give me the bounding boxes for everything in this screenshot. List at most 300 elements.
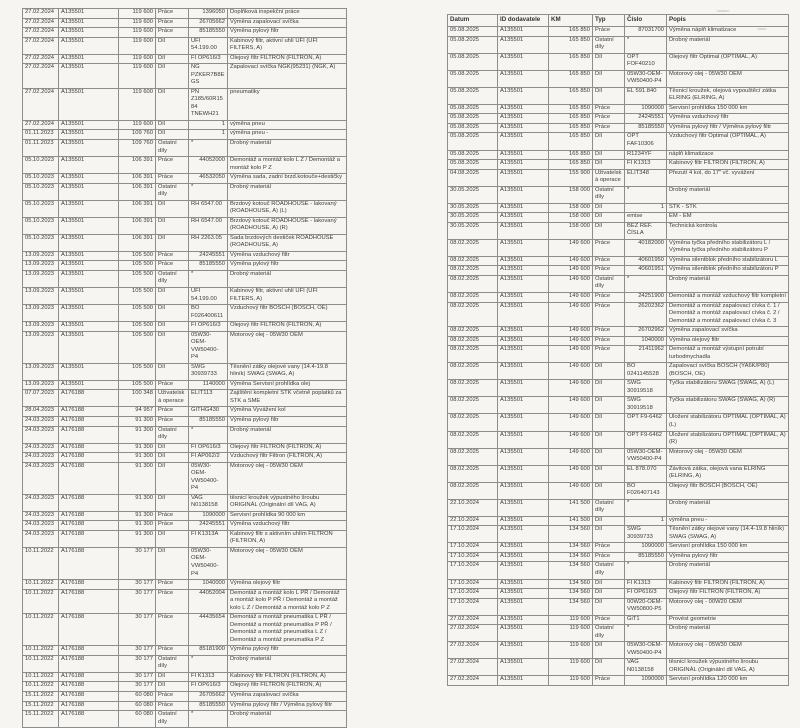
cell-datum: 05.08.2025 <box>448 150 498 160</box>
cell-popis: Kabinový filtr, aktivní uhlí UFI (UFI FILTERS, A) <box>228 288 347 305</box>
cell-typ: Práce <box>156 511 189 521</box>
cell-datum: 27.02.2024 <box>23 88 59 120</box>
cell-popis: Doplňková inspekční práce <box>228 9 347 19</box>
cell-cislo: OPT F9-6462 <box>625 431 667 448</box>
table-row <box>448 346 789 363</box>
table-row <box>448 104 789 114</box>
cell-datum: 08.02.2025 <box>448 275 498 292</box>
cell-typ: Ostatní díly <box>593 186 625 203</box>
table-row <box>23 363 347 380</box>
cell-cislo: 85181900 <box>189 646 228 656</box>
table-row <box>23 462 347 494</box>
cell-datum: 08.02.2025 <box>448 363 498 380</box>
cell-km: 165 850 <box>549 160 593 170</box>
cell-cislo: FI OP616/3 <box>189 54 228 64</box>
cell-datum: 24.03.2023 <box>23 416 59 426</box>
cell-cislo: RH 6547.00 <box>189 217 228 234</box>
cell-id-dodavatele: A135501 <box>498 222 549 239</box>
cell-id-dodavatele: A135501 <box>498 448 549 465</box>
cell-datum: 27.02.2024 <box>23 28 59 38</box>
cell-popis: Demontáž a montáž pneumatika L PŘ / Demontáž a montáž pneumatika P PŘ / Demontáž a montáž pneumatika L Z / Demontáž a montáž pneumatika P Z <box>228 614 347 646</box>
cell-datum: 10.11.2022 <box>23 672 59 682</box>
cell-id-dodavatele: A135501 <box>498 346 549 363</box>
cell-id-dodavatele: A135501 <box>498 552 549 562</box>
cell-datum: 27.02.2024 <box>23 120 59 130</box>
cell-typ: Uživatelská operace <box>156 390 189 407</box>
cell-popis: EM - EM <box>667 213 789 223</box>
table-row <box>23 54 347 64</box>
cell-typ: Ostatní díly <box>156 270 189 287</box>
cell-id-dodavatele: A135501 <box>59 270 119 287</box>
cell-km: 91 300 <box>119 426 156 443</box>
cell-km: 149 600 <box>549 293 593 303</box>
table-row <box>23 547 347 579</box>
cell-popis: Těsnění zátky olejové vany (14.4-19.8 hliník) SWAG (SWAG, A) <box>228 363 347 380</box>
cell-datum: 30.05.2025 <box>448 222 498 239</box>
cell-datum: 10.11.2022 <box>23 646 59 656</box>
cell-popis: Výměna vzduchový filtr <box>228 521 347 531</box>
service-history-page-1 <box>447 14 788 686</box>
cell-datum: 08.02.2025 <box>448 266 498 276</box>
cell-km: 165 850 <box>549 27 593 37</box>
cell-id-dodavatele: A176188 <box>59 614 119 646</box>
cell-typ: Díl <box>156 200 189 217</box>
cell-datum: 27.02.2024 <box>23 37 59 54</box>
cell-id-dodavatele: A176188 <box>59 494 119 511</box>
cell-cislo: 24245551 <box>189 521 228 531</box>
cell-km: 106 391 <box>119 217 156 234</box>
cell-datum: 05.08.2025 <box>448 36 498 53</box>
cell-popis: Drobný materiál <box>228 655 347 672</box>
cell-cislo: 85185550 <box>189 28 228 38</box>
table-row <box>448 448 789 465</box>
cell-datum: 08.02.2025 <box>448 302 498 327</box>
table-row <box>448 275 789 292</box>
cell-typ: Díl <box>593 516 625 526</box>
table-row <box>448 562 789 579</box>
cell-id-dodavatele: A135501 <box>59 139 119 156</box>
cell-popis: Technická kontrola <box>667 222 789 239</box>
cell-typ: Práce <box>593 302 625 327</box>
cell-cislo: OPT FAF10306 <box>625 133 667 150</box>
cell-datum: 10.11.2022 <box>23 580 59 590</box>
cell-id-dodavatele: A135501 <box>498 615 549 625</box>
cell-datum: 15.11.2022 <box>23 691 59 701</box>
cell-popis: Kabinový filtr, aktivní uhlí UFI (UFI FILTERS, A) <box>228 37 347 54</box>
cell-cislo: GITHG430 <box>189 407 228 417</box>
cell-id-dodavatele: A135501 <box>498 659 549 676</box>
cell-id-dodavatele: A135501 <box>498 266 549 276</box>
cell-id-dodavatele: A135501 <box>59 54 119 64</box>
cell-popis: výměna pneu - <box>228 130 347 140</box>
cell-km: 119 600 <box>119 28 156 38</box>
table-row <box>23 530 347 547</box>
cell-km: 106 391 <box>119 157 156 174</box>
table-row <box>23 521 347 531</box>
table-row <box>23 200 347 217</box>
cell-id-dodavatele: A135501 <box>498 589 549 599</box>
cell-typ: Díl <box>156 672 189 682</box>
cell-popis: Zapalovací svíčka BOSCH (YA6K/P80) (BOSCH, OE) <box>667 363 789 380</box>
cell-popis: Olejový filtr FILTRON (FILTRON, A) <box>228 443 347 453</box>
table-row <box>23 701 347 711</box>
cell-typ: Díl <box>593 589 625 599</box>
cell-km: 149 600 <box>549 346 593 363</box>
cell-datum: 27.02.2024 <box>448 659 498 676</box>
cell-id-dodavatele: A135501 <box>59 64 119 89</box>
cell-km: 149 600 <box>549 397 593 414</box>
cell-popis: Vzduchový filtr Optimal (OPTIMAL, A) <box>667 133 789 150</box>
cell-typ: Práce <box>156 9 189 19</box>
cell-typ: Díl <box>593 579 625 589</box>
cell-popis: těsnicí kroužek výpustného šroubu ORIGINÁL (Originální díl VAG, A) <box>228 494 347 511</box>
cell-typ: Díl <box>156 331 189 363</box>
cell-cislo: 1 <box>189 130 228 140</box>
cell-id-dodavatele: A135501 <box>498 380 549 397</box>
cell-cislo: 87031700 <box>625 27 667 37</box>
cell-typ: Díl <box>156 453 189 463</box>
table-row <box>23 407 347 417</box>
cell-cislo: FI AP062/2 <box>189 453 228 463</box>
cell-km: 30 177 <box>119 646 156 656</box>
cell-id-dodavatele: A135501 <box>498 186 549 203</box>
cell-popis: Drobný materiál <box>228 139 347 156</box>
cell-km: 91 300 <box>119 494 156 511</box>
cell-km: 134 560 <box>549 598 593 615</box>
cell-popis: Demontáž a montáž zapalovací cívka č. 1 / Demontáž a montáž zapalovací cívka č. 2 / Demontáž a montáž zapalovací cívka č. 3 <box>667 302 789 327</box>
header-cislo: Číslo <box>625 15 667 27</box>
table-row <box>23 305 347 322</box>
cell-cislo: 85185550 <box>189 261 228 271</box>
table-row <box>448 133 789 150</box>
cell-typ: Díl <box>593 87 625 104</box>
cell-km: 149 600 <box>549 414 593 431</box>
cell-id-dodavatele: A135501 <box>59 200 119 217</box>
cell-km: 149 600 <box>549 448 593 465</box>
cell-typ: Práce <box>156 589 189 614</box>
cell-cislo: 26702962 <box>625 327 667 337</box>
cell-id-dodavatele: A176188 <box>59 462 119 494</box>
cell-popis: Výměna vzduchový filtr <box>228 251 347 261</box>
cell-popis: Vzduchový filtr BOSCH (BOSCH, OE) <box>228 305 347 322</box>
cell-typ: Díl <box>156 54 189 64</box>
cell-km: 100 348 <box>119 390 156 407</box>
cell-km: 119 600 <box>119 120 156 130</box>
cell-cislo: FI K1313 <box>625 579 667 589</box>
cell-cislo: 05W30-OEM-VW50400-P4 <box>625 70 667 87</box>
cell-datum: 08.02.2025 <box>448 327 498 337</box>
cell-cislo: FI K1313 <box>189 672 228 682</box>
cell-km: 149 600 <box>549 239 593 256</box>
table-row <box>23 511 347 521</box>
cell-km: 134 560 <box>549 552 593 562</box>
cell-datum: 13.09.2023 <box>23 305 59 322</box>
cell-typ: Ostatní díly <box>593 562 625 579</box>
cell-typ: Práce <box>156 646 189 656</box>
cell-popis: Drobný materiál <box>667 186 789 203</box>
table-row <box>448 27 789 37</box>
cell-id-dodavatele: A176188 <box>59 691 119 701</box>
table-row <box>448 543 789 553</box>
cell-typ: Práce <box>156 18 189 28</box>
cell-datum: 05.08.2025 <box>448 27 498 37</box>
cell-popis: Servisní prohlídka 90 000 km <box>228 511 347 521</box>
cell-popis: Výměna pylový filtr <box>228 261 347 271</box>
service-history-page-2 <box>22 8 346 728</box>
cell-id-dodavatele: A135501 <box>498 160 549 170</box>
cell-km: 60 080 <box>119 711 156 728</box>
cell-popis: Olejový filtr FILTRON (FILTRON, A) <box>228 322 347 332</box>
cell-datum: 24.03.2023 <box>23 443 59 453</box>
cell-datum: 10.11.2022 <box>23 614 59 646</box>
table-row <box>23 672 347 682</box>
cell-cislo: emise <box>625 213 667 223</box>
cell-popis: Kabinový filtr FILTRON (FILTRON, A) <box>667 579 789 589</box>
cell-typ: Ostatní díly <box>156 183 189 200</box>
cell-id-dodavatele: A176188 <box>59 511 119 521</box>
cell-id-dodavatele: A135501 <box>498 516 549 526</box>
cell-popis: Výměna sada, zadní brzd.kotouče+destičky <box>228 174 347 184</box>
cell-datum: 05.10.2023 <box>23 183 59 200</box>
cell-km: 91 300 <box>119 511 156 521</box>
cell-cislo: 1396050 <box>189 9 228 19</box>
table-row <box>448 482 789 499</box>
cell-km: 105 500 <box>119 331 156 363</box>
cell-datum: 17.10.2024 <box>448 543 498 553</box>
cell-popis: Uložení stabilizátoru OPTIMAL (OPTIMAL, A) (R) <box>667 431 789 448</box>
cell-km: 165 850 <box>549 87 593 104</box>
cell-cislo: OPT F9-6462 <box>625 414 667 431</box>
cell-km: 149 600 <box>549 336 593 346</box>
cell-datum: 08.02.2025 <box>448 431 498 448</box>
cell-cislo: * <box>189 270 228 287</box>
cell-typ: Díl <box>593 222 625 239</box>
cell-datum: 13.09.2023 <box>23 251 59 261</box>
table-row <box>23 174 347 184</box>
cell-datum: 08.02.2025 <box>448 397 498 414</box>
table-row <box>448 239 789 256</box>
cell-km: 30 177 <box>119 655 156 672</box>
cell-typ: Práce <box>593 256 625 266</box>
cell-cislo: FI OP616/3 <box>189 322 228 332</box>
cell-cislo: 1090000 <box>189 511 228 521</box>
cell-typ: Díl <box>156 494 189 511</box>
cell-km: 149 600 <box>549 482 593 499</box>
cell-cislo: BO 0241145528 <box>625 363 667 380</box>
cell-cislo: ELIT113 <box>189 390 228 407</box>
cell-typ: Práce <box>156 407 189 417</box>
cell-datum: 08.02.2025 <box>448 380 498 397</box>
cell-cislo: 46532050 <box>189 174 228 184</box>
cell-popis: Drobný materiál <box>667 625 789 642</box>
cell-datum: 05.08.2025 <box>448 133 498 150</box>
cell-cislo: 05W30-OEM-VW50400-P4 <box>189 547 228 579</box>
cell-cislo: GiT1 <box>625 615 667 625</box>
cell-datum: 13.09.2023 <box>23 270 59 287</box>
table-row <box>448 53 789 70</box>
cell-id-dodavatele: A135501 <box>498 598 549 615</box>
cell-km: 119 600 <box>549 625 593 642</box>
cell-cislo: 26705662 <box>189 691 228 701</box>
cell-cislo: 05W30-OEM-VW50400-P4 <box>625 642 667 659</box>
table-row <box>448 363 789 380</box>
cell-datum: 05.10.2023 <box>23 157 59 174</box>
header-km: KM <box>549 15 593 27</box>
cell-popis: Drobný materiál <box>667 562 789 579</box>
cell-popis: Výměna tyčka předního stabilizátoru L / Výměna tyčka předního stabilizátoru P <box>667 239 789 256</box>
cell-cislo: * <box>625 625 667 642</box>
cell-typ: Díl <box>593 363 625 380</box>
cell-id-dodavatele: A135501 <box>498 36 549 53</box>
cell-typ: Práce <box>593 123 625 133</box>
cell-id-dodavatele: A176188 <box>59 530 119 547</box>
table-row <box>448 499 789 516</box>
cell-datum: 24.03.2023 <box>23 494 59 511</box>
cell-popis: Výměna pylový filtr <box>228 646 347 656</box>
cell-cislo: * <box>625 275 667 292</box>
cell-datum: 05.08.2025 <box>448 114 498 124</box>
cell-typ: Ostatní díly <box>593 625 625 642</box>
cell-km: 105 500 <box>119 251 156 261</box>
cell-typ: Díl <box>593 598 625 615</box>
table-row <box>23 691 347 701</box>
table-row <box>448 625 789 642</box>
cell-cislo: BEZ REF. ČÍSLA <box>625 222 667 239</box>
table-row <box>448 414 789 431</box>
cell-id-dodavatele: A176188 <box>59 407 119 417</box>
cell-km: 106 391 <box>119 200 156 217</box>
cell-popis: výměna pneu - <box>667 516 789 526</box>
cell-popis: Drobný materiál <box>228 183 347 200</box>
cell-cislo: FI OP616/3 <box>189 682 228 692</box>
table-row <box>23 331 347 363</box>
cell-typ: Práce <box>593 676 625 686</box>
service-history-table-current <box>447 14 789 686</box>
cell-id-dodavatele: A135501 <box>498 363 549 380</box>
cell-typ: Ostatní díly <box>156 711 189 728</box>
cell-km: 119 600 <box>119 37 156 54</box>
cell-cislo: 44435654 <box>189 614 228 646</box>
cell-id-dodavatele: A135501 <box>498 104 549 114</box>
cell-km: 30 177 <box>119 589 156 614</box>
cell-datum: 17.10.2024 <box>448 589 498 599</box>
cell-datum: 05.08.2025 <box>448 87 498 104</box>
cell-typ: Díl <box>156 443 189 453</box>
cell-popis: Drobný materiál <box>228 711 347 728</box>
cell-cislo: 1 <box>625 516 667 526</box>
cell-cislo: UFI 54.199.00 <box>189 37 228 54</box>
cell-km: 105 500 <box>119 380 156 390</box>
cell-id-dodavatele: A135501 <box>498 625 549 642</box>
cell-cislo: * <box>189 711 228 728</box>
cell-km: 149 600 <box>549 431 593 448</box>
cell-km: 60 080 <box>119 691 156 701</box>
cell-cislo: SWG 30939733 <box>189 363 228 380</box>
cell-cislo: 40601951 <box>625 266 667 276</box>
cell-popis: Výměna pylový filtr / Výměna pylový filtr <box>667 123 789 133</box>
table-row <box>23 390 347 407</box>
cell-id-dodavatele: A176188 <box>59 682 119 692</box>
cell-id-dodavatele: A135501 <box>59 157 119 174</box>
cell-typ: Práce <box>156 701 189 711</box>
cell-id-dodavatele: A135501 <box>59 251 119 261</box>
table-row <box>23 64 347 89</box>
table-row <box>448 70 789 87</box>
cell-cislo: RH 2263.05 <box>189 234 228 251</box>
cell-datum: 17.10.2024 <box>448 579 498 589</box>
cell-km: 30 177 <box>119 682 156 692</box>
table-row <box>23 322 347 332</box>
cell-id-dodavatele: A135501 <box>498 239 549 256</box>
cell-typ: Díl <box>593 150 625 160</box>
cell-datum: 27.02.2024 <box>23 64 59 89</box>
cell-id-dodavatele: A135501 <box>498 293 549 303</box>
cell-id-dodavatele: A176188 <box>59 416 119 426</box>
cell-id-dodavatele: A176188 <box>59 426 119 443</box>
cell-id-dodavatele: A135501 <box>498 256 549 266</box>
cell-typ: Uživatelská operace <box>593 169 625 186</box>
cell-cislo: 44052004 <box>189 589 228 614</box>
table-row <box>448 222 789 239</box>
table-row <box>23 139 347 156</box>
cell-datum: 24.03.2023 <box>23 462 59 494</box>
cell-popis: Drobný materiál <box>667 499 789 516</box>
cell-datum: 05.10.2023 <box>23 200 59 217</box>
cell-datum: 07.07.2023 <box>23 390 59 407</box>
cell-cislo: * <box>625 499 667 516</box>
cell-cislo: * <box>625 186 667 203</box>
cell-popis: Demontáž a montáž vzduchový filtr kompletní <box>667 293 789 303</box>
cell-id-dodavatele: A135501 <box>498 87 549 104</box>
table-row <box>23 655 347 672</box>
cell-cislo: * <box>625 36 667 53</box>
cell-id-dodavatele: A135501 <box>59 217 119 234</box>
cell-popis: Výměna Vyvážení kol <box>228 407 347 417</box>
table-row <box>23 261 347 271</box>
cell-popis: Výměna pylový filtr <box>228 416 347 426</box>
table-header <box>448 15 789 27</box>
table-row <box>448 552 789 562</box>
cell-datum: 17.10.2024 <box>448 526 498 543</box>
cell-datum: 05.10.2023 <box>23 217 59 234</box>
cell-km: 149 600 <box>549 363 593 380</box>
cell-datum: 30.05.2025 <box>448 186 498 203</box>
table-row <box>23 183 347 200</box>
cell-popis: Sada brzdových destiček ROADHOUSE (ROADHOUSE, A) <box>228 234 347 251</box>
cell-popis: Kabinový filtr FILTRON (FILTRON, A) <box>667 160 789 170</box>
cell-cislo: 21411962 <box>625 346 667 363</box>
cell-typ: Ostatní díly <box>593 36 625 53</box>
cell-km: 91 300 <box>119 453 156 463</box>
cell-typ: Díl <box>156 682 189 692</box>
table-row <box>23 37 347 54</box>
cell-typ: Díl <box>593 659 625 676</box>
cell-popis: výměna pneu <box>228 120 347 130</box>
cell-cislo: RH 6547.00 <box>189 200 228 217</box>
cell-cislo: 40601950 <box>625 256 667 266</box>
cell-popis: Výměna vzduchový filtr <box>667 114 789 124</box>
table-row <box>23 453 347 463</box>
cell-cislo: 1 <box>189 120 228 130</box>
cell-typ: Díl <box>593 213 625 223</box>
cell-km: 119 600 <box>119 64 156 89</box>
cell-id-dodavatele: A135501 <box>498 114 549 124</box>
cell-datum: 08.02.2025 <box>448 239 498 256</box>
table-row <box>23 711 347 728</box>
cell-typ: Díl <box>593 431 625 448</box>
cell-km: 165 850 <box>549 104 593 114</box>
cell-datum: 15.11.2022 <box>23 711 59 728</box>
